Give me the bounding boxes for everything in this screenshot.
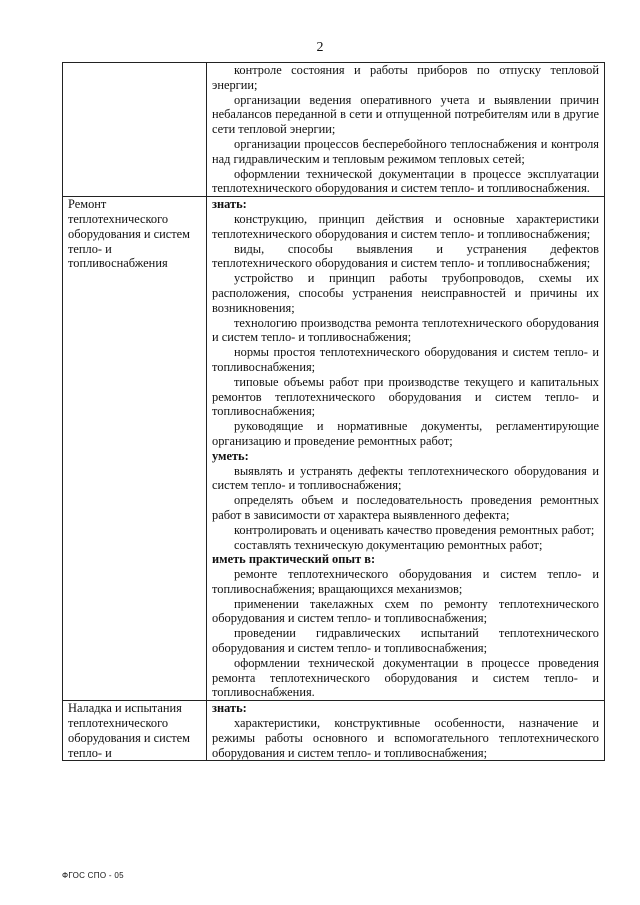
requirement-item: характеристики, конструктивные особенности, назначение и режимы работы основного и вспомогательного теплотехнического оборудования и систем тепло- и топливоснабжения; <box>212 716 599 760</box>
requirement-item: организации ведения оперативного учета и выявлении причин небалансов переданной в сети и отпущенной потребителям или в другие сети тепловой энергии; <box>212 92 599 137</box>
requirement-item: применении такелажных схем по ремонту теплотехнического оборудования и систем тепло- и топливоснабжения; <box>212 596 599 626</box>
activity-name-cell: Наладка и испытания теплотехнического оборудования и систем тепло- и <box>63 701 207 761</box>
requirement-item: устройство и принцип работы трубопроводов, схемы их расположения, способы устранения неисправностей и причины их возникновения; <box>212 271 599 315</box>
requirement-item: проведении гидравлических испытаний теплотехнического оборудования и систем тепло- и топливоснабжения; <box>212 626 599 656</box>
requirement-item: конструкцию, принцип действия и основные характеристики теплотехнического оборудования и систем тепло- и топливоснабжения; <box>212 211 599 241</box>
requirement-item: нормы простоя теплотехнического оборудования и систем тепло- и топливоснабжения; <box>212 345 599 374</box>
requirement-item: оформлении технической документации в процессе эксплуатации теплотехнического оборудования и систем тепло- и топливоснабжения. <box>212 166 599 196</box>
requirement-item: выявлять и устранять дефекты теплотехнического оборудования и систем тепло- и топливоснабжения; <box>212 463 599 493</box>
table-row <box>63 197 605 701</box>
table-row <box>63 63 605 197</box>
requirement-item: типовые объемы работ при производстве текущего и капитальных ремонтов теплотехнического оборудования и систем тепло- и топливоснабжения; <box>212 374 599 419</box>
activity-name-cell <box>63 63 207 197</box>
section-heading: знать: <box>212 197 247 212</box>
table-row <box>63 701 605 761</box>
competency-table <box>62 62 605 761</box>
requirement-item: определять объем и последовательность проведения ремонтных работ в зависимости от характера выявленного дефекта; <box>212 493 599 522</box>
page-number: 2 <box>316 40 324 55</box>
footer-stamp: ФГОС СПО - 05 <box>62 871 124 880</box>
activity-name-cell: Ремонт теплотехнического оборудования и систем тепло- и топливоснабжения <box>63 197 207 701</box>
requirement-item: виды, способы выявления и устранения дефектов теплотехнического оборудования и систем тепло- и топливоснабжения; <box>212 241 599 271</box>
section-heading: уметь: <box>212 448 249 463</box>
requirement-item: контроле состояния и работы приборов по отпуску тепловой энергии; <box>212 63 599 92</box>
requirement-item: организации процессов бесперебойного теплоснабжения и контроля над гидравлическим и тепловым режимом тепловых сетей; <box>212 136 599 166</box>
section-heading: знать: <box>212 701 247 716</box>
requirements-cell <box>207 63 605 197</box>
requirement-item: ремонте теплотехнического оборудования и систем тепло- и топливоснабжения; вращающихся механизмов; <box>212 567 599 596</box>
requirement-item: контролировать и оценивать качество проведения ремонтных работ; <box>234 522 595 537</box>
requirement-item: составлять техническую документацию ремонтных работ; <box>234 537 543 552</box>
requirements-cell <box>207 197 605 701</box>
requirement-item: руководящие и нормативные документы, регламентирующие организацию и проведение ремонтных работ; <box>212 419 599 448</box>
requirement-item: оформлении технической документации в процессе проведения ремонта теплотехнического оборудования и систем тепло- и топливоснабжения. <box>212 655 599 700</box>
section-heading: иметь практический опыт в: <box>212 552 376 567</box>
requirement-item: технологию производства ремонта теплотехнического оборудования и систем тепло- и топливоснабжения; <box>212 315 599 345</box>
requirements-cell <box>207 701 605 761</box>
